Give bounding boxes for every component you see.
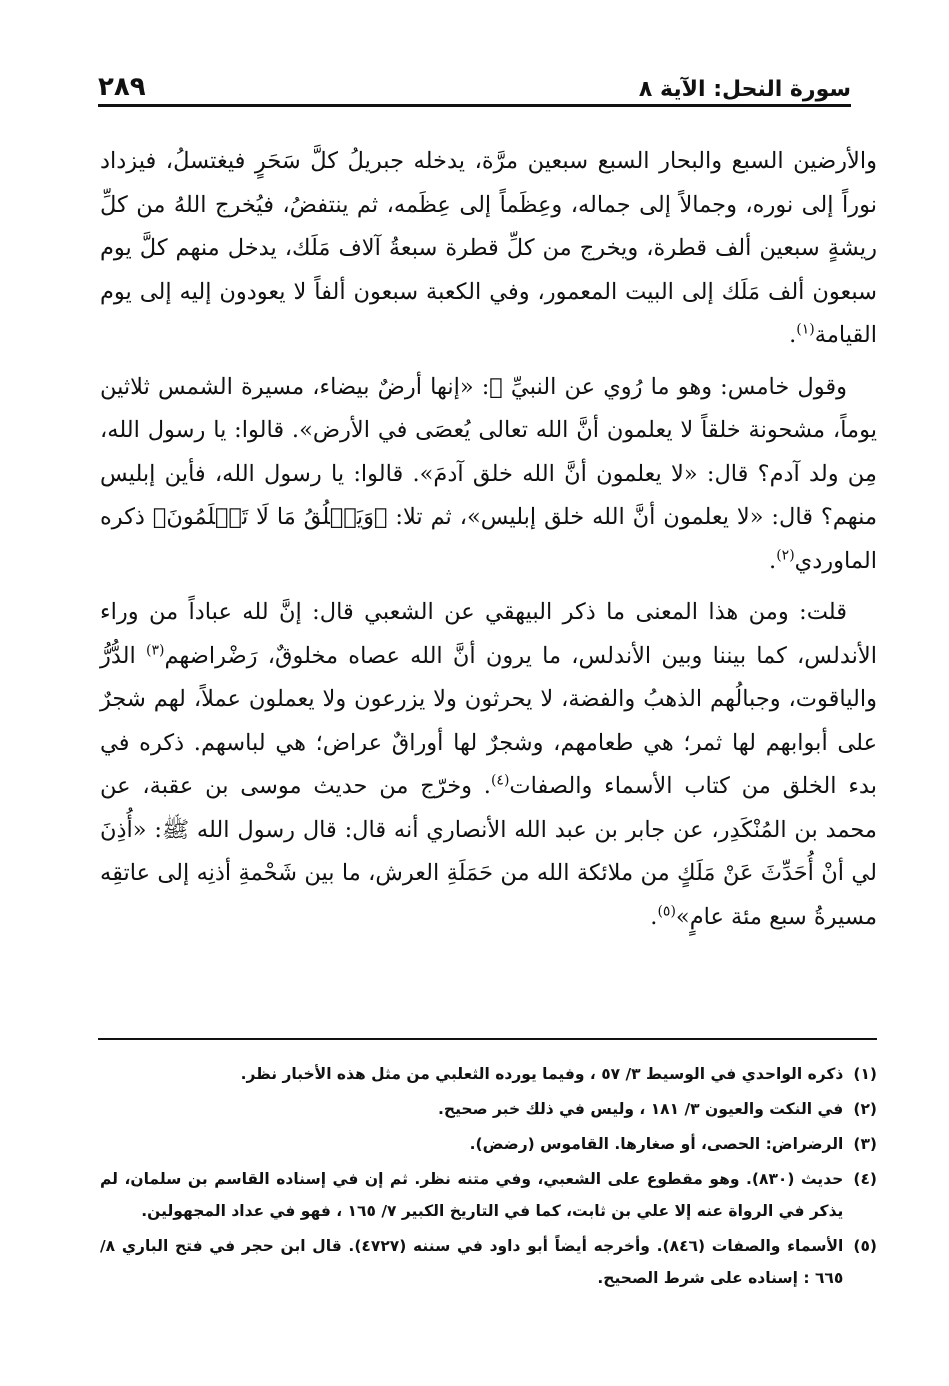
paragraph-text: . وخرّج من حديث موسى بن عقبة، عن محمد بن المُنْكَدِر، عن جابر بن عبد الله الأنصاري أنه قال: قال رسول الله ﷺ: «أُذِنَ لي أنْ أُحَدِّثَ عَنْ مَلَكٍ من ملائكة الله من حَمَلَةِ العرش، ما بين شَحْمةِ أذنِه إلى عاتقِه مسيرةُ سبع مئة عامٍ» — [100, 773, 877, 930]
page-number: ٢٨٩ — [98, 72, 146, 102]
footnote-ref-1[interactable]: (١) — [796, 321, 815, 338]
page-header — [98, 62, 851, 102]
footnote-text: الأسماء والصفات (٨٤٦). وأخرجه أيضاً أبو داود في سننه (٤٧٢٧). قال ابن حجر في فتح الباري ٨/ ٦٦٥ : إسناده على شرط الصحيح. — [100, 1237, 844, 1287]
footnote-number: (٣) — [853, 1135, 877, 1153]
footnote-rule — [98, 1038, 877, 1040]
paragraph-2 — [100, 366, 877, 584]
footnote-number: (٢) — [853, 1100, 877, 1118]
footnote-ref-5[interactable]: (٥) — [657, 903, 676, 919]
footnote-number: (١) — [853, 1065, 877, 1083]
footnote-text: في النكت والعيون ٣/ ١٨١ ، وليس في ذلك خبر صحيح. — [438, 1100, 844, 1118]
footnotes — [100, 1058, 877, 1297]
paragraph-text: وقول خامس: وهو ما رُوي عن النبيِّ ﷺ: «إنها أرضٌ بيضاء، مسيرة الشمس ثلاثين يوماً، مشحونة خلقاً لا يعلمون أنَّ الله تعالى يُعصَى في الأرض». قالوا: يا رسول الله، مِن ولد آدم؟ قال: «لا يعلمون أنَّ الله خلق آدمَ». قالوا: يا رسول الله، فأين إبليس منهم؟ قال: «لا يعلمون أنَّ الله خلق إبليس»، ثم تلا: ﴿وَيَخۡلُقُ مَا لَا تَعۡلَمُونَ﴾ ذكره الماوردي — [100, 373, 877, 574]
paragraph-1 — [100, 140, 877, 358]
footnote-3 — [100, 1128, 877, 1160]
paragraph-text: . — [650, 903, 658, 930]
paragraph-text: والأرضين السبع والبحار السبع سبعين مرَّة، يدخله جبريلُ كلَّ سَحَرٍ فيغتسلُ، فيزداد نوراً إلى نوره، وجمالاً إلى جماله، وعِظَماً إلى عِظَمه، ثم ينتفضُ، فيُخرج اللهُ من كلِّ ريشةٍ سبعين ألف قطرة، ويخرج من كلِّ قطرة سبعةُ آلاف مَلَك، يدخل منهم كلَّ يوم سبعون ألف مَلَك إلى البيت المعمور، وفي الكعبة سبعون ألفاً لا يعودون إليه إلى يوم القيامة — [100, 148, 877, 348]
header-rule — [98, 104, 851, 107]
footnote-text: حديث (٨٣٠). وهو مقطوع على الشعبي، وفي متنه نظر. ثم إن في إسناده القاسم بن سلمان، لم يذكر في الرواة عنه إلا علي بن ثابت، كما في التاريخ الكبير ٧/ ١٦٥ ، فهو في عداد المجهولين. — [100, 1170, 844, 1220]
main-text — [100, 140, 877, 947]
paragraph-text: الدُّرُّ والياقوت، وجبالُهم الذهبُ والفضة، لا يحرثون ولا يزرعون ولا يعملون عملاً، لهم شجرٌ على أبوابهم لها ثمر؛ هي طعامهم، وشجرٌ لها أوراقٌ عراض؛ هي لباسهم. ذكره في بدء الخلق من كتاب الأسماء والصفات — [100, 642, 877, 799]
paragraph-text: . — [789, 322, 797, 348]
footnote-2 — [100, 1093, 877, 1125]
paragraph-3 — [100, 591, 877, 939]
footnote-5 — [100, 1230, 877, 1294]
footnote-text: الرضراض: الحصى، أو صغارها. القاموس (رضض). — [469, 1135, 844, 1153]
footnote-1 — [100, 1058, 877, 1090]
footnote-number: (٥) — [853, 1237, 877, 1255]
footnote-text: ذكره الواحدي في الوسيط ٣/ ٥٧ ، وفيما يورده الثعلبي من مثل هذه الأخبار نظر. — [240, 1065, 844, 1083]
footnote-4 — [100, 1163, 877, 1227]
footnote-ref-3[interactable]: (٣) — [145, 642, 165, 658]
footnote-ref-2[interactable]: (٢) — [776, 547, 795, 563]
running-title: سورة النحل: الآية ٨ — [638, 77, 851, 102]
paragraph-text: . — [769, 547, 777, 574]
footnote-ref-4[interactable]: (٤) — [490, 772, 510, 789]
footnote-number: (٤) — [853, 1170, 877, 1188]
paragraph-text: قلت: ومن هذا المعنى ما ذكر البيهقي عن الشعبي قال: إنَّ لله عباداً من وراء الأندلس، كما بيننا وبين الأندلس، ما يرون أنَّ الله عصاه مخلوقٌ، رَضْراضهم — [100, 599, 877, 669]
